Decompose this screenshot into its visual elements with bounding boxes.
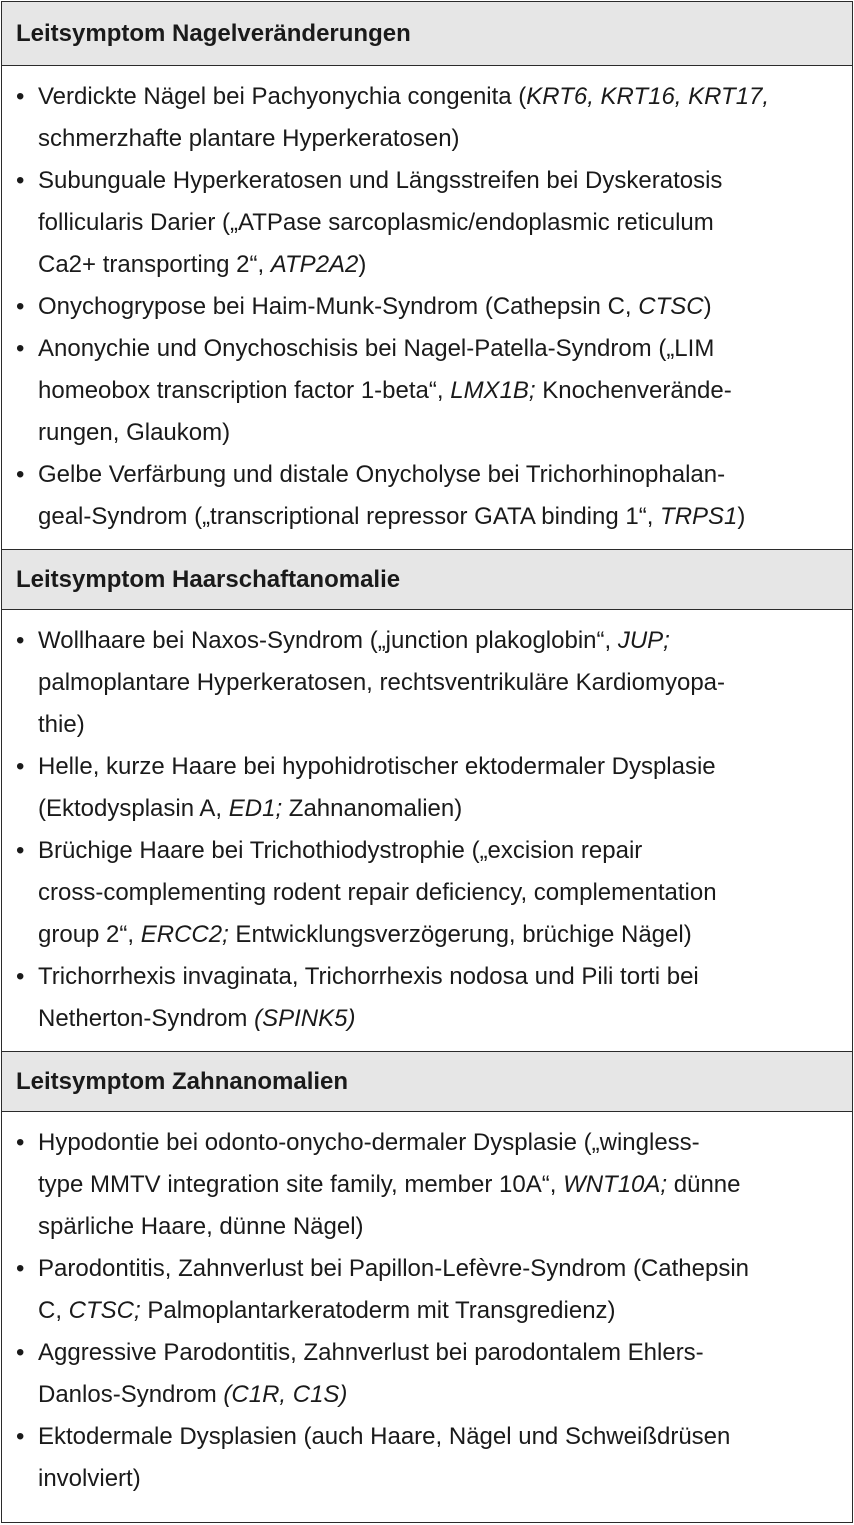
- item-text-cont: [38, 370, 732, 412]
- item-text-cont: [38, 998, 355, 1040]
- item-text: Trichorrhexis invaginata, Trichorrhexis nodosa und Pili torti bei: [38, 963, 699, 990]
- item-text: homeobox transcription factor 1-beta“,: [38, 377, 451, 404]
- bullet-icon: •: [16, 627, 25, 654]
- item-text: Entwicklungsverzögerung, brüchige Nägel): [228, 921, 692, 948]
- item-text-cont: [38, 496, 745, 538]
- item-text: ): [358, 251, 367, 278]
- item-text: geal-Syndrom („transcriptional repressor GATA binding 1“,: [38, 503, 661, 530]
- item-text-cont: schmerzhafte plantare Hyperkeratosen): [38, 125, 460, 152]
- gene-name: WNT10A;: [563, 1171, 668, 1198]
- item-text: Brüchige Haare bei Trichothiodystrophie („excision repair: [38, 837, 643, 864]
- list-item: [16, 160, 722, 202]
- gene-name: ED1;: [228, 795, 283, 822]
- item-text: type MMTV integration site family, member 10A“,: [38, 1171, 564, 1198]
- item-text-cont: [38, 788, 462, 830]
- list-item: [16, 1332, 704, 1374]
- list-item: [16, 286, 712, 328]
- list-item: [16, 1416, 730, 1458]
- bullet-icon: •: [16, 167, 25, 194]
- item-text-cont: cross-complementing rodent repair deficiency, complementation: [38, 879, 717, 906]
- item-text: Aggressive Parodontitis, Zahnverlust bei parodontalem Ehlers-: [38, 1339, 704, 1366]
- item-text: Knochenverände-: [535, 377, 732, 404]
- section-header-teeth: [2, 1052, 852, 1112]
- item-text: group 2“,: [38, 921, 141, 948]
- item-text: Ca2+ transporting 2“,: [38, 251, 271, 278]
- list-item: [16, 746, 716, 788]
- bullet-icon: •: [16, 837, 25, 864]
- item-text: Verdickte Nägel bei Pachyonychia congenita (: [38, 83, 527, 110]
- item-text-cont: [38, 1164, 740, 1206]
- item-text: Parodontitis, Zahnverlust bei Papillon-Lefèvre-Syndrom (Cathepsin: [38, 1255, 750, 1282]
- item-text-cont: [38, 1374, 347, 1416]
- section-title: Leitsymptom Zahnanomalien: [16, 1067, 349, 1095]
- gene-name: TRPS1: [660, 503, 738, 530]
- list-item: [16, 1248, 749, 1290]
- item-text: Gelbe Verfärbung und distale Onycholyse bei Trichorhinophalan-: [38, 461, 726, 488]
- list-item: [16, 956, 699, 998]
- item-text: Netherton-Syndrom: [38, 1005, 255, 1032]
- item-text-cont: involviert): [38, 1465, 141, 1492]
- item-text-cont: [38, 914, 692, 956]
- item-text: Ektodermale Dysplasien (auch Haare, Nägel und Schweißdrüsen: [38, 1423, 731, 1450]
- gene-name: (SPINK5): [254, 1005, 356, 1032]
- item-text: Subunguale Hyperkeratosen und Längsstreifen bei Dyskeratosis: [38, 167, 723, 194]
- item-text-cont: follicularis Darier („ATPase sarcoplasmic/endoplasmic reticulum: [38, 209, 714, 236]
- gene-name: ERCC2;: [140, 921, 229, 948]
- section-body-hair: [2, 610, 852, 1052]
- bullet-icon: •: [16, 1423, 25, 1450]
- item-text: Danlos-Syndrom: [38, 1381, 224, 1408]
- bullet-icon: •: [16, 1129, 25, 1156]
- section-title: Leitsymptom Haarschaftanomalie: [16, 565, 401, 593]
- section-header-nails: [2, 2, 852, 66]
- bullet-icon: •: [16, 461, 25, 488]
- section-title: Leitsymptom Nagelveränderungen: [16, 19, 411, 47]
- item-text-cont: [38, 1290, 616, 1332]
- gene-name: CTSC;: [68, 1297, 141, 1324]
- list-item: [16, 454, 725, 496]
- bullet-icon: •: [16, 1339, 25, 1366]
- bullet-icon: •: [16, 293, 25, 320]
- item-text: Wollhaare bei Naxos-Syndrom („junction plakoglobin“,: [38, 627, 618, 654]
- list-item: [16, 830, 642, 872]
- gene-name: ATP2A2: [270, 251, 359, 278]
- list-item: [16, 1122, 700, 1164]
- item-text-cont: [38, 244, 366, 286]
- item-text: Hypodontie bei odonto-onycho-dermaler Dysplasie („wingless-: [38, 1129, 700, 1156]
- list-item: [16, 328, 714, 370]
- item-text: Anonychie und Onychoschisis bei Nagel-Patella-Syndrom („LIM: [38, 335, 715, 362]
- section-header-hair: [2, 550, 852, 610]
- item-text: dünne: [667, 1171, 741, 1198]
- item-text: Onychogrypose bei Haim-Munk-Syndrom (Cathepsin C,: [38, 293, 639, 320]
- item-text-cont: thie): [38, 711, 85, 738]
- gene-name: CTSC: [638, 293, 704, 320]
- gene-name: LMX1B;: [450, 377, 536, 404]
- gene-name: JUP;: [617, 627, 670, 654]
- bullet-icon: •: [16, 335, 25, 362]
- item-text-cont: rungen, Glaukom): [38, 419, 231, 446]
- item-text: ): [737, 503, 746, 530]
- bullet-icon: •: [16, 963, 25, 990]
- section-body-teeth: [2, 1112, 852, 1522]
- info-table: [1, 1, 853, 1523]
- item-text: (Ektodysplasin A,: [38, 795, 229, 822]
- item-text-cont: palmoplantare Hyperkeratosen, rechtsventrikuläre Kardiomyopa-: [38, 669, 725, 696]
- bullet-icon: •: [16, 1255, 25, 1282]
- item-text-cont: spärliche Haare, dünne Nägel): [38, 1213, 364, 1240]
- bullet-icon: •: [16, 753, 25, 780]
- item-text: Zahnanomalien): [282, 795, 463, 822]
- item-text: Palmoplantarkeratoderm mit Transgredienz): [140, 1297, 616, 1324]
- list-item: [16, 620, 670, 662]
- item-text: ): [703, 293, 712, 320]
- bullet-icon: •: [16, 83, 25, 110]
- gene-name: KRT6, KRT16, KRT17,: [526, 83, 770, 110]
- list-item: [16, 76, 769, 118]
- gene-name: (C1R, C1S): [223, 1381, 348, 1408]
- item-text: C,: [38, 1297, 69, 1324]
- item-text: Helle, kurze Haare bei hypohidrotischer ektodermaler Dysplasie: [38, 753, 716, 780]
- section-body-nails: [2, 66, 852, 550]
